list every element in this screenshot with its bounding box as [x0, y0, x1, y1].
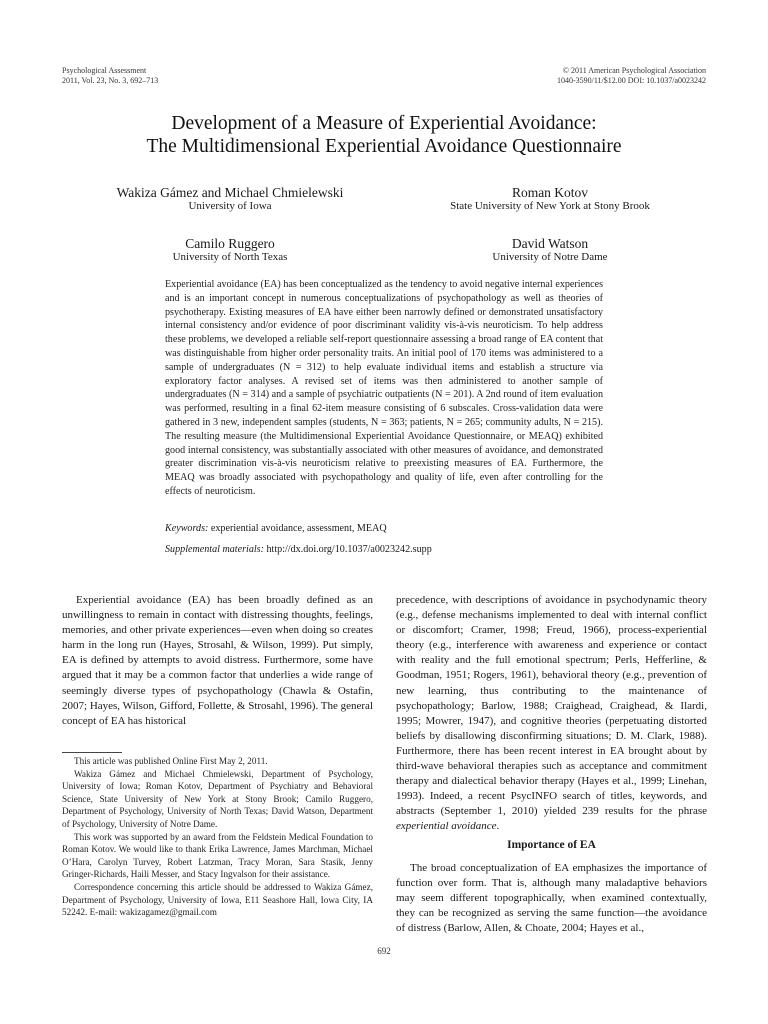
supplemental-materials: [165, 543, 603, 556]
footnote-affiliations: Wakiza Gámez and Michael Chmielewski, Department of Psychology, University of Iowa; Roman Kotov, Department of Psychiatry and Behavioral Science, State University of New York at Stony Brook; Camilo Ruggero, Department of Psychology, University of North Texas; David Watson, Department of Psychology, University of Notre Dame.: [62, 768, 373, 829]
keywords-label: Keywords:: [165, 523, 209, 534]
footnote-published: This article was published Online First May 2, 2011.: [74, 756, 268, 766]
author-block: [80, 236, 380, 264]
footnote-funding: This work was supported by an award from the Feldstein Medical Foundation to Roman Kotov. We would like to thank Erika Lawrence, James Marchman, Michael O’Hara, Carolyn Turvey, Robert Latzman, Tracy Moran, Sara Stasik, Jenny Gringer-Richards, Haili Messer, and Stacy Ingvalson for their assistance.: [62, 831, 373, 880]
journal-volume: 2011, Vol. 23, No. 3, 692–713: [62, 76, 159, 85]
author-block: [400, 236, 700, 264]
body-text-end: .: [496, 820, 500, 833]
title-line-2: The Multidimensional Experiential Avoidance Questionnaire: [146, 136, 622, 157]
supplemental-label: Supplemental materials:: [165, 544, 264, 555]
body-paragraph: [396, 593, 707, 835]
copyright-line: © 2011 American Psychological Association: [562, 66, 706, 75]
keywords: [165, 522, 603, 535]
journal-name: Psychological Assessment: [62, 66, 147, 75]
author-name: David Watson: [511, 236, 589, 251]
footnote-correspondence: Correspondence concerning this article should be addressed to Wakiza Gámez, Department of Psychology, University of Iowa, E11 Seashore Hall, Iowa City, IA 52242. E-mail: wakizagamez@gmail.com: [62, 881, 373, 918]
title-line-1: Development of a Measure of Experiential Avoidance:: [171, 113, 597, 134]
author-block: [80, 185, 380, 213]
italic-phrase: experiential avoidance: [396, 820, 497, 833]
body-left-column: [62, 593, 373, 729]
body-text: precedence, with descriptions of avoidance in psychodynamic theory (e.g., defense mechanisms implemented to deal with internal conflict or discomfort; Cramer, 1998; Freud, 1966), process-experiential theory (e.g., interference with awareness and experience or contact with reality and the full emotional spectrum; Perls, Hefferline, & Goodman, 1951; Rogers, 1961), behavioral theory (e.g., prevention of new learning, thus contributing to the maintenance of psychopathology; Barlow, 1988; Craighead, Craighead, & Ilardi, 1995; Mowrer, 1947), and cognitive theories (perpetuating distorted beliefs by disallowing disconfirming situations; D. M. Clark, 1988). Furthermore, there has been recent interest in EA brought about by third-wave behavioral therapies such as acceptance and commitment therapy and dialectical behavior therapy (Hayes et al., 1999; Linehan, 1993). Indeed, a recent PsycINFO search of titles, keywords, and abstracts (September 1, 2010) yielded 239 results for the phrase: [396, 594, 707, 818]
author-name: Camilo Ruggero: [185, 236, 275, 251]
footnote-divider: [62, 752, 122, 753]
page-number: 692: [377, 946, 391, 956]
author-affiliation: University of Notre Dame: [492, 251, 608, 263]
running-head-left: [62, 66, 158, 86]
footnotes: [62, 755, 373, 919]
author-affiliation: State University of New York at Stony Brook: [450, 200, 650, 212]
supplemental-link[interactable]: http://dx.doi.org/10.1037/a0023242.supp: [266, 544, 432, 555]
body-paragraph: Experiential avoidance (EA) has been broadly defined as an unwillingness to remain in contact with distressing thoughts, feelings, memories, and other private experiences—even when doing so creates harm in the long run (Hayes, Strosahl, & Wilson, 1999). Put simply, EA is defined by attempts to avoid distress. Furthermore, some have argued that it may be a common factor that underlies a wide range of seemingly diverse types of psychopathology (Chawla & Ostafin, 2007; Hayes, Wilson, Gifford, Follette, & Strosahl, 1996). The general concept of EA has historical: [62, 594, 373, 727]
section-heading: Importance of EA: [507, 839, 596, 851]
running-head-right: [557, 66, 706, 86]
doi-line: 1040-3590/11/$12.00 DOI: 10.1037/a0023242: [556, 76, 706, 85]
author-affiliation: University of North Texas: [172, 251, 288, 263]
body-right-column: [396, 593, 707, 835]
abstract: Experiential avoidance (EA) has been conceptualized as the tendency to avoid negative internal experiences and is an important concept in numerous conceptualizations of psychopathology as well as theories of psychotherapy. Existing measures of EA have either been narrowly defined or demonstrated unsatisfactory internal consistency and/or evidence of poor discriminant validity vis-à-vis neuroticism. To help address these problems, we developed a reliable self-report questionnaire assessing a broad range of EA content that was distinguishable from higher order personality traits. An initial pool of 170 items was administered to a sample of undergraduates (N = 312) to help evaluate individual items and establish a structure via exploratory factor analyses. A revised set of items was then administered to another sample of undergraduates (N = 314) and a sample of psychiatric outpatients (N = 201). A 2nd round of item evaluation was performed, resulting in a final 62-item measure consisting of 6 subscales. Cross-validation data were gathered in 3 new, independent samples (students, N = 363; patients, N = 265; community adults, N = 215). The resulting measure (the Multidimensional Experiential Avoidance Questionnaire, or MEAQ) exhibited good internal consistency, was substantially associated with other measures of avoidance, and demonstrated greater discrimination vis-à-vis neuroticism relative to preexisting measures of EA. Furthermore, the MEAQ was broadly associated with psychopathology and quality of life, even after controlling for the effects of neuroticism.: [165, 279, 603, 497]
author-block: [400, 185, 700, 213]
keywords-text: experiential avoidance, assessment, MEAQ: [210, 523, 387, 534]
author-name: Roman Kotov: [511, 185, 589, 200]
body-right-column-continued: [396, 861, 707, 936]
author-name: Wakiza Gámez and Michael Chmielewski: [116, 185, 344, 200]
author-affiliation: University of Iowa: [188, 200, 272, 212]
body-paragraph: The broad conceptualization of EA emphasizes the importance of function over form. That is, although many maladaptive behaviors may seem different topographically, when examined contextually, they can be recognized as serving the same function—the avoidance of distress (Barlow, Allen, & Choate, 2004; Hayes et al.,: [396, 862, 707, 935]
article-title: [0, 112, 768, 158]
